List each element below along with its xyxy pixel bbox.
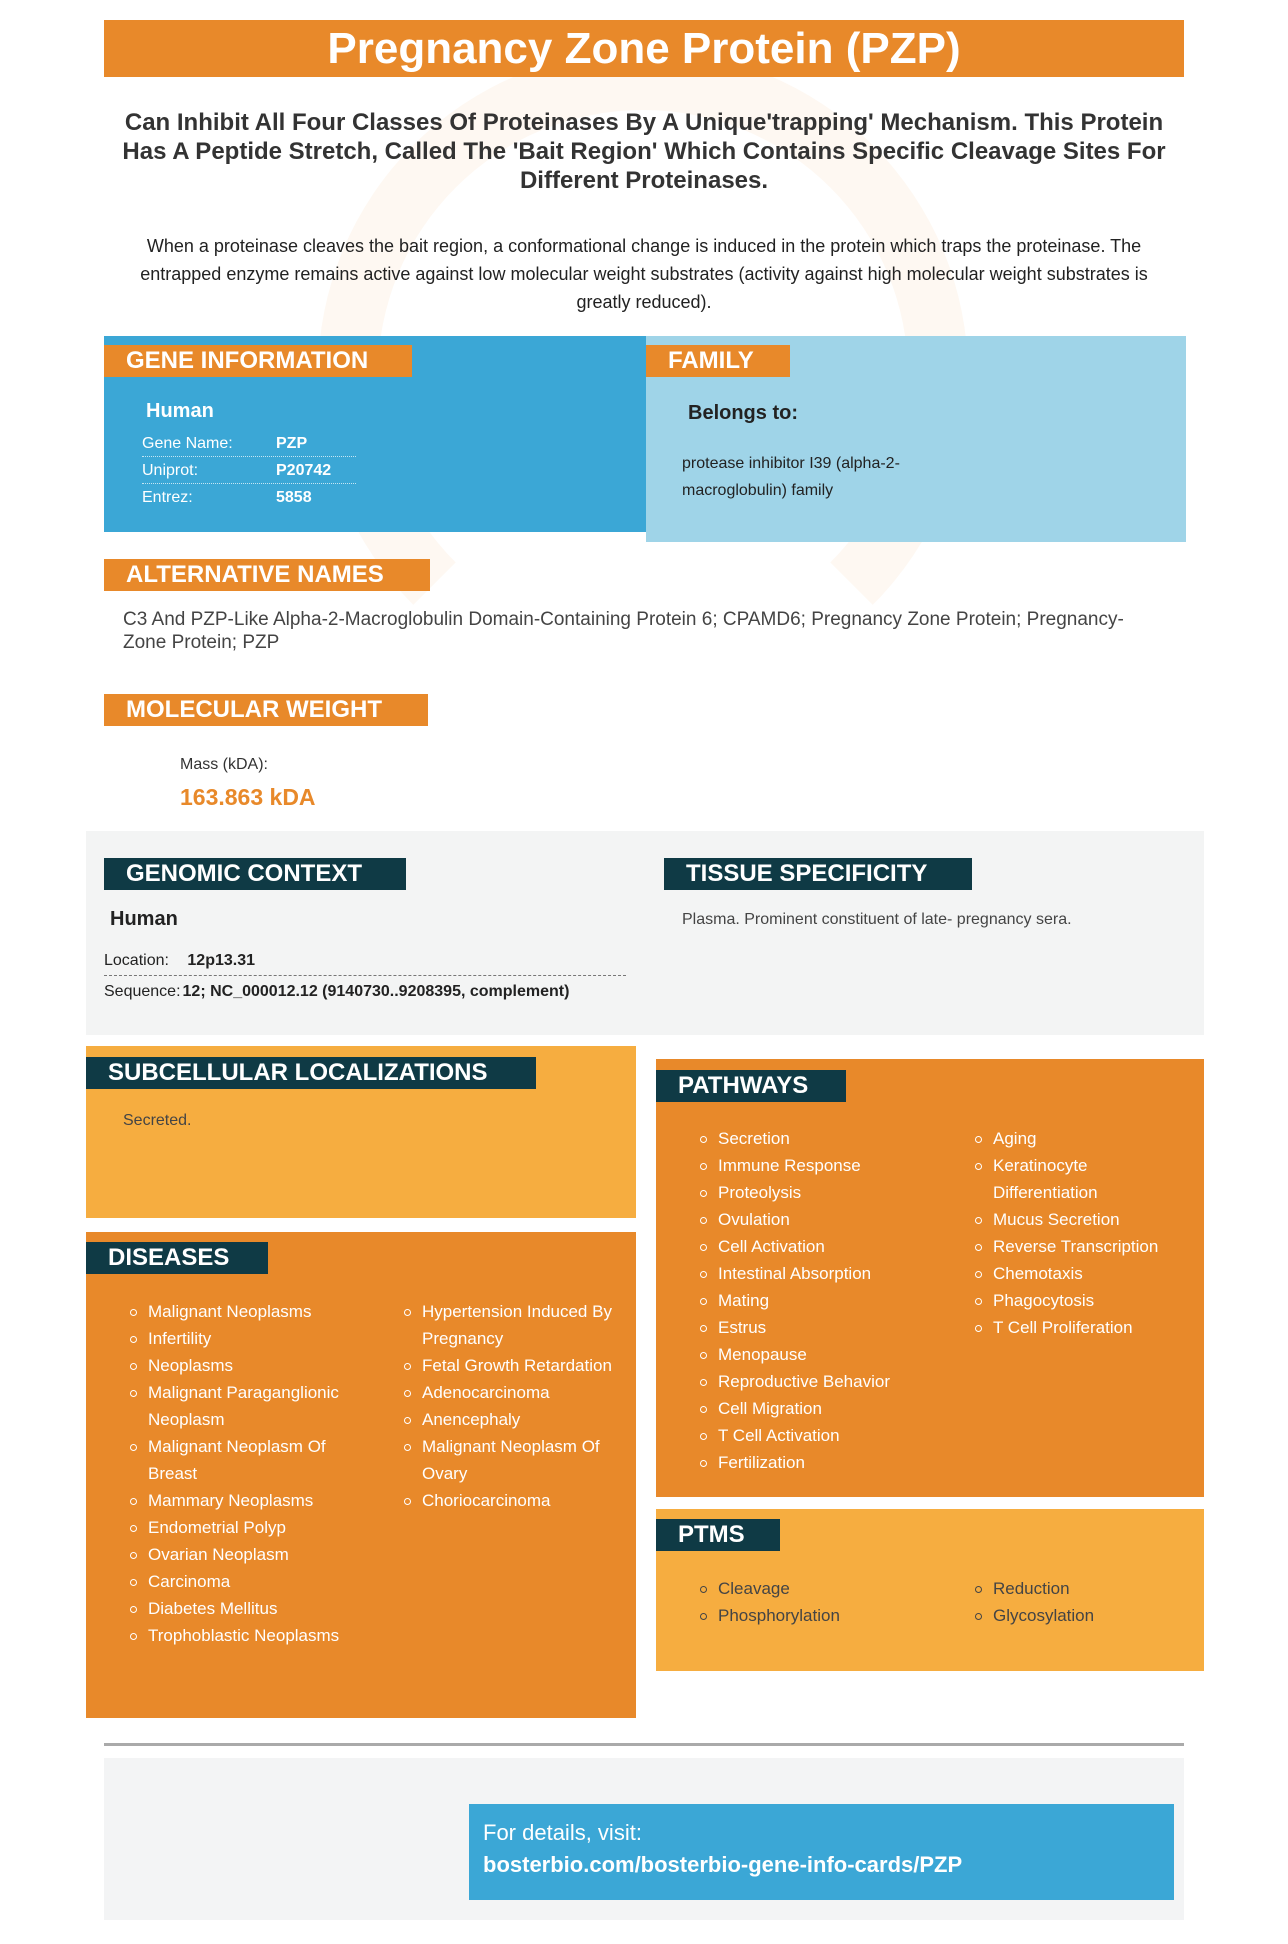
list-item: Proteolysis bbox=[700, 1179, 950, 1206]
genomic-context-heading: GENOMIC CONTEXT bbox=[104, 858, 406, 890]
gene-key: Gene Name: bbox=[142, 435, 233, 452]
diseases-heading: DISEASES bbox=[86, 1242, 268, 1274]
gene-key: Entrez: bbox=[142, 489, 193, 506]
location-value: 12p13.31 bbox=[187, 952, 255, 969]
genomic-species: Human bbox=[110, 908, 178, 930]
ptms-list-col2 bbox=[975, 1575, 1175, 1629]
pathways-list-col1 bbox=[700, 1125, 950, 1476]
list-item: Fertilization bbox=[700, 1449, 950, 1476]
list-item: Ovulation bbox=[700, 1206, 950, 1233]
page-title: Pregnancy Zone Protein (PZP) bbox=[104, 20, 1184, 77]
family-heading: FAMILY bbox=[646, 345, 790, 377]
list-item: Cleavage bbox=[700, 1575, 920, 1602]
diseases-list-col2 bbox=[404, 1298, 614, 1514]
list-item: T Cell Activation bbox=[700, 1422, 950, 1449]
list-item: Chemotaxis bbox=[975, 1260, 1185, 1287]
list-item: Menopause bbox=[700, 1341, 950, 1368]
list-item: Fetal Growth Retardation bbox=[404, 1352, 614, 1379]
tissue-specificity-text: Plasma. Prominent constituent of late- pregnancy sera. bbox=[682, 911, 1072, 928]
genomic-location-row bbox=[104, 946, 626, 976]
gene-row-entrez bbox=[142, 484, 356, 511]
subcellular-heading: SUBCELLULAR LOCALIZATIONS bbox=[86, 1057, 536, 1089]
ptms-list-col1 bbox=[700, 1575, 920, 1629]
list-item: Secretion bbox=[700, 1125, 950, 1152]
family-belongs-label: Belongs to: bbox=[688, 402, 798, 424]
location-label: Location: bbox=[104, 952, 169, 969]
list-item: Reverse Transcription bbox=[975, 1233, 1185, 1260]
pathways-heading: PATHWAYS bbox=[656, 1070, 846, 1102]
list-item: Endometrial Polyp bbox=[130, 1514, 350, 1541]
diseases-list-col1 bbox=[130, 1298, 350, 1649]
sequence-label: Sequence: bbox=[104, 983, 181, 1000]
list-item: Neoplasms bbox=[130, 1352, 350, 1379]
list-item: Aging bbox=[975, 1125, 1185, 1152]
list-item: Trophoblastic Neoplasms bbox=[130, 1622, 350, 1649]
tissue-specificity-heading: TISSUE SPECIFICITY bbox=[664, 858, 972, 890]
list-item: Infertility bbox=[130, 1325, 350, 1352]
alternative-names-heading: ALTERNATIVE NAMES bbox=[104, 559, 430, 591]
list-item: Glycosylation bbox=[975, 1602, 1175, 1629]
gene-key: Uniprot: bbox=[142, 462, 199, 479]
footer-prompt: For details, visit: bbox=[483, 1820, 642, 1845]
gene-species: Human bbox=[146, 400, 214, 422]
list-item: Malignant Paraganglionic Neoplasm bbox=[130, 1379, 350, 1433]
gene-info-table bbox=[142, 430, 356, 511]
list-item: Cell Activation bbox=[700, 1233, 950, 1260]
ptms-heading: PTMS bbox=[656, 1519, 780, 1551]
list-item: Phagocytosis bbox=[975, 1287, 1185, 1314]
gene-row-uniprot bbox=[142, 457, 356, 484]
sequence-value: 12; NC_000012.12 (9140730..9208395, complement) bbox=[182, 983, 570, 1000]
gene-value: PZP bbox=[276, 435, 308, 452]
gene-information-heading: GENE INFORMATION bbox=[104, 345, 412, 377]
pathways-list-col2 bbox=[975, 1125, 1185, 1341]
list-item: Ovarian Neoplasm bbox=[130, 1541, 350, 1568]
list-item: Intestinal Absorption bbox=[700, 1260, 950, 1287]
gene-value: 5858 bbox=[276, 489, 312, 506]
mass-value: 163.863 kDA bbox=[180, 784, 316, 810]
list-item: Malignant Neoplasms bbox=[130, 1298, 350, 1325]
list-item: Choriocarcinoma bbox=[404, 1487, 614, 1514]
genomic-sequence-row bbox=[104, 980, 569, 1004]
list-item: Diabetes Mellitus bbox=[130, 1595, 350, 1622]
subcellular-text: Secreted. bbox=[123, 1112, 192, 1129]
list-item: Phosphorylation bbox=[700, 1602, 920, 1629]
family-text: protease inhibitor I39 (alpha-2-macroglobulin) family bbox=[682, 455, 900, 499]
footer-divider bbox=[104, 1743, 1184, 1746]
list-item: Malignant Neoplasm Of Ovary bbox=[404, 1433, 614, 1487]
list-item: Reproductive Behavior bbox=[700, 1368, 950, 1395]
gene-row-name bbox=[142, 430, 356, 457]
list-item: Immune Response bbox=[700, 1152, 950, 1179]
list-item: Carcinoma bbox=[130, 1568, 350, 1595]
gene-value: P20742 bbox=[276, 462, 332, 479]
list-item: T Cell Proliferation bbox=[975, 1314, 1185, 1341]
list-item: Cell Migration bbox=[700, 1395, 950, 1422]
list-item: Hypertension Induced By Pregnancy bbox=[404, 1298, 614, 1352]
list-item: Malignant Neoplasm Of Breast bbox=[130, 1433, 350, 1487]
molecular-weight-heading: MOLECULAR WEIGHT bbox=[104, 694, 428, 726]
list-item: Mating bbox=[700, 1287, 950, 1314]
footer-link[interactable]: bosterbio.com/bosterbio-gene-info-cards/PZP bbox=[483, 1852, 963, 1877]
footer-link-card[interactable] bbox=[469, 1804, 1174, 1900]
list-item: Adenocarcinoma bbox=[404, 1379, 614, 1406]
list-item: Mucus Secretion bbox=[975, 1206, 1185, 1233]
alternative-names-text: C3 And PZP-Like Alpha-2-Macroglobulin Domain-Containing Protein 6; CPAMD6; Pregnancy Zone Protein; Pregnancy-Zone Protein; PZP bbox=[123, 609, 1124, 653]
protein-summary: Can Inhibit All Four Classes Of Proteinases By A Unique'trapping' Mechanism. This Protein Has A Peptide Stretch, Called The 'Bait Region' Which Contains Specific Cleavage Sites For Different Proteinases. bbox=[122, 109, 1166, 194]
list-item: Estrus bbox=[700, 1314, 950, 1341]
list-item: Mammary Neoplasms bbox=[130, 1487, 350, 1514]
mass-label: Mass (kDA): bbox=[180, 756, 268, 773]
list-item: Anencephaly bbox=[404, 1406, 614, 1433]
list-item: Reduction bbox=[975, 1575, 1175, 1602]
list-item: Keratinocyte Differentiation bbox=[975, 1152, 1185, 1206]
protein-description: When a proteinase cleaves the bait region, a conformational change is induced in the protein which traps the proteinase. The entrapped enzyme remains active against low molecular weight substrates (activity against high molecular weight substrates is greatly reduced). bbox=[140, 236, 1148, 312]
